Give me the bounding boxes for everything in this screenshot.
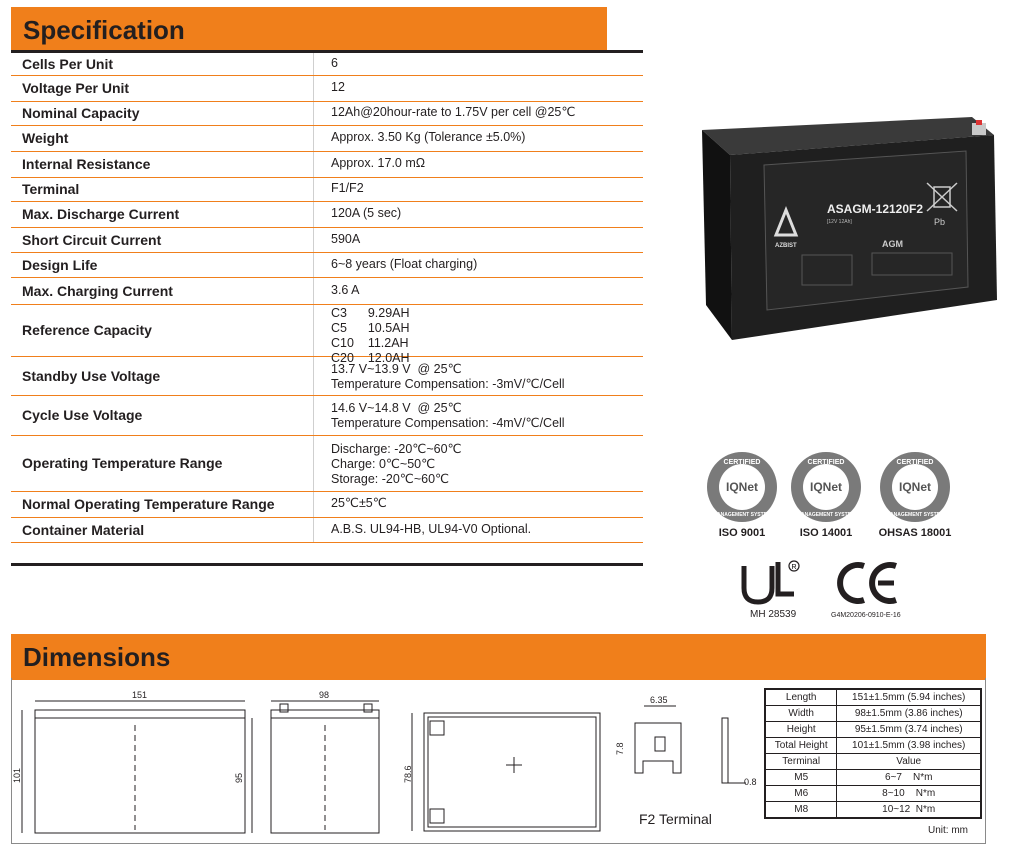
terminal-side-drawing [706,712,761,802]
spec-key: Max. Discharge Current [22,206,180,222]
spec-column-divider [313,253,314,277]
svg-text:R: R [791,564,797,571]
top-view-drawing [412,713,600,831]
terminal-height-label: 7.8 [615,742,625,755]
size-value: 98±1.5mm (3.86 inches) [837,706,981,722]
unit-label: Unit: mm [928,825,968,836]
dimension-drawings [12,685,668,835]
spec-column-divider [313,76,314,101]
spec-row [11,178,643,202]
size-label: Height [765,722,837,738]
product-subtitle: [12V 12Ah] [827,219,852,225]
side-view-drawing [271,701,379,833]
specification-bottom-rule [11,563,643,566]
spec-key: Nominal Capacity [22,105,140,121]
terminal-caption: F2 Terminal [639,811,712,827]
product-model: ASAGM-12120F2 [827,202,924,216]
spec-column-divider [313,357,314,395]
spec-row [11,76,643,102]
iqnet-seal-icon [875,450,955,524]
spec-column-divider [313,396,314,435]
cert-label: ISO 9001 [718,527,766,539]
spec-key: Short Circuit Current [22,231,162,248]
spec-value: A.B.S. UL94-HB, UL94-V0 Optional. [331,521,532,536]
spec-key: Reference Capacity [22,322,152,338]
spec-column-divider [313,178,314,201]
size-value: 101±1.5mm (3.98 inches) [837,738,981,754]
size-value: 95±1.5mm (3.74 inches) [837,722,981,738]
spec-row [11,228,643,253]
torque-terminal: M5 [765,770,837,786]
front-width-label: 151 [132,690,148,700]
spec-value-line: C5 10.5AH [331,321,410,335]
specification-header: Specification [11,7,607,53]
spec-column-divider [313,126,314,151]
spec-column-divider [313,102,314,125]
spec-row [11,53,643,76]
spec-key: Cycle Use Voltage [22,407,143,423]
spec-value [331,442,462,487]
ul-file-number: MH 28539 [750,609,797,620]
spec-column-divider [313,53,314,75]
spec-column-divider [313,518,314,542]
size-row [765,689,981,706]
torque-terminal: M8 [765,802,837,819]
torque-value: 8~10 N*m [837,786,981,802]
spec-value: F1/F2 [331,181,364,195]
spec-column-divider [313,305,314,356]
cert-iso-14001 [786,450,866,539]
spec-key: Voltage Per Unit [22,80,130,96]
torque-row [765,786,981,802]
spec-key: Design Life [22,256,98,273]
torque-header-row [765,754,981,770]
svg-text:CERTIFIED: CERTIFIED [807,459,845,466]
spec-key: Max. Charging Current [22,282,173,299]
ce-mark-icon [838,560,904,606]
cert-label: ISO 14001 [799,527,853,539]
torque-row [765,802,981,819]
spec-value: 12 [331,80,345,94]
spec-value-line: Temperature Compensation: -3mV/℃/Cell [331,376,565,391]
ul-mark-icon [738,556,800,612]
terminal-thickness-label: 0.8 [744,777,757,787]
front-height-label: 101 [12,767,22,783]
dimensions-header: Dimensions [11,634,986,680]
spec-value-line: C20 12.0AH [331,351,410,365]
front-view-drawing [22,701,252,833]
cert-ohsas-18001 [870,450,960,539]
size-row [765,722,981,738]
specification-table [11,53,643,543]
iqnet-seal-icon [702,450,782,524]
spec-value-line: C10 11.2AH [331,336,409,350]
spec-row [11,305,643,365]
spec-value-line: 13.7 V~13.9 V @ 25℃ [331,361,462,376]
spec-value: Approx. 17.0 mΩ [331,156,426,170]
spec-row [11,436,643,492]
torque-terminal: M6 [765,786,837,802]
spec-key: Terminal [22,181,80,197]
spec-row [11,202,643,228]
side-width-label: 98 [319,690,330,700]
spec-value-line: 14.6 V~14.8 V @ 25℃ [331,401,462,415]
ce-code: G4M20206-0910-E-16 [831,612,901,619]
product-brand: AZBIST [775,243,797,249]
terminal-width-label: 6.35 [650,695,668,705]
product-pb: Pb [934,217,946,227]
svg-text:IQNet: IQNet [725,480,759,494]
spec-value: 6 [331,55,338,70]
spec-column-divider [313,152,314,177]
spec-column-divider [313,436,314,491]
spec-value-line: Discharge: -20℃~60℃ [331,441,462,456]
spec-value-line: Temperature Compensation: -4mV/℃/Cell [331,416,565,430]
size-value: 151±1.5mm (5.94 inches) [837,689,981,706]
spec-key: Weight [22,130,69,146]
svg-text:CERTIFIED: CERTIFIED [896,459,934,466]
svg-text:MANAGEMENT SYSTEM: MANAGEMENT SYSTEM [796,512,856,518]
svg-text:MANAGEMENT SYSTEM: MANAGEMENT SYSTEM [712,512,772,518]
spec-row [11,126,643,152]
cert-label: OHSAS 18001 [878,527,952,539]
spec-value: 6~8 years (Float charging) [331,256,478,271]
battery-image [672,95,1008,345]
spec-column-divider [313,202,314,227]
spec-row [11,492,643,518]
size-row [765,706,981,722]
spec-row [11,518,643,543]
spec-value-line: Charge: 0℃~50℃ [331,456,436,471]
svg-text:IQNet: IQNet [809,480,843,494]
torque-value: 6~7 N*m [837,770,981,786]
size-label: Width [765,706,837,722]
size-label: Length [765,689,837,706]
torque-value: 10~12 N*m [837,802,981,819]
svg-text:IQNet: IQNet [898,480,932,494]
spec-value-line: C3 9.29AH [331,306,410,320]
cert-iso-9001 [702,450,782,539]
spec-column-divider [313,278,314,304]
svg-text:CERTIFIED: CERTIFIED [723,459,761,466]
spec-row [11,396,643,436]
spec-key: Cells Per Unit [22,55,114,72]
spec-value: 3.6 A [331,282,360,297]
spec-value: 590A [331,231,361,246]
spec-column-divider [313,228,314,252]
spec-column-divider [313,492,314,517]
top-height-label: 78.6 [403,765,413,783]
torque-row [765,770,981,786]
torque-header-value: Value [837,754,981,770]
dimension-size-table [764,688,982,819]
iqnet-seal-icon [786,450,866,524]
spec-value [331,362,565,392]
spec-row [11,102,643,126]
spec-row [11,357,643,396]
spec-key: Operating Temperature Range [22,455,223,471]
spec-value-line: Storage: -20℃~60℃ [331,471,450,486]
spec-row [11,152,643,178]
spec-row [11,278,643,305]
spec-value: 12Ah@20hour-rate to 1.75V per cell @25℃ [331,105,576,119]
spec-key: Normal Operating Temperature Range [22,496,275,512]
front-body-height-label: 95 [234,772,244,783]
spec-value: 120A (5 sec) [331,206,402,220]
spec-value: 25℃±5℃ [331,496,387,510]
spec-value [331,401,565,431]
spec-key: Internal Resistance [22,156,151,172]
spec-row [11,253,643,278]
spec-value: Approx. 3.50 Kg (Tolerance ±5.0%) [331,130,526,144]
svg-text:MANAGEMENT SYSTEM: MANAGEMENT SYSTEM [885,512,945,518]
torque-header-terminal: Terminal [765,754,837,770]
size-label: Total Height [765,738,837,754]
size-row [765,738,981,754]
product-tech: AGM [882,239,903,249]
spec-key: Container Material [22,521,145,538]
spec-key: Standby Use Voltage [22,367,161,384]
